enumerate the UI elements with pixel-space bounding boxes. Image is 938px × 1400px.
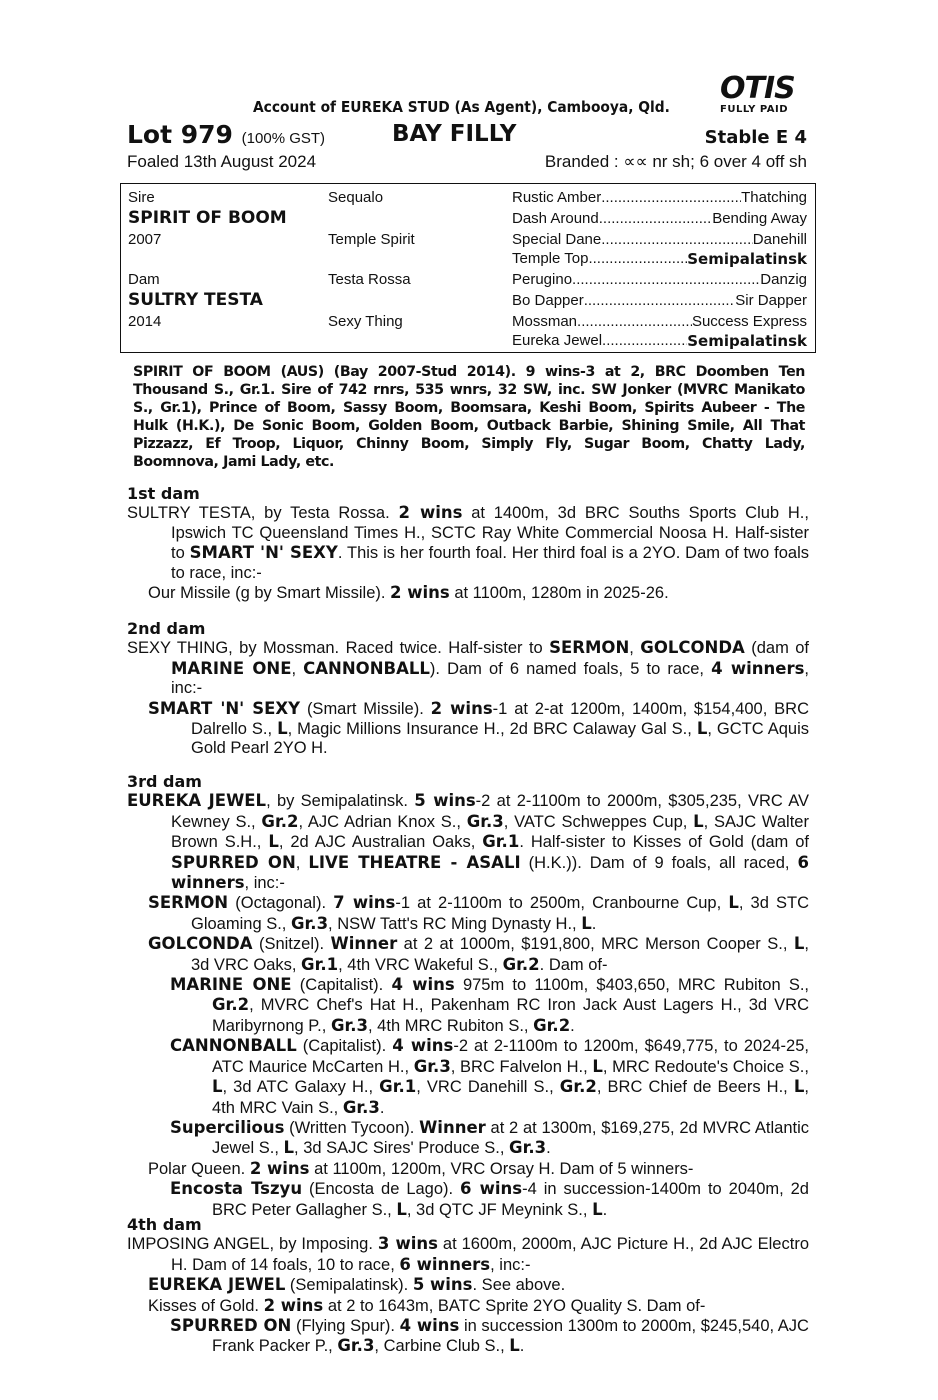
sire-name: SPIRIT OF BOOM	[128, 208, 287, 228]
sire-sire: Sequalo	[328, 189, 384, 206]
vendor-account: Account of EUREKA STUD (As Agent), Cambooya, Qld.	[253, 98, 670, 116]
pedigree-paragraph: CANNONBALL (Capitalist). 4 wins-2 at 2-1100m to 1200m, $649,775, to 2024-25, ATC Maurice McCarten H., Gr.3, BRC Falvelon H., L, MRC Redoute's Choice S., L, 3d ATC Galaxy H., Gr.1, VRC Danehill S., Gr.2, BRC Chief de Beers H., L, 4th MRC Vain S., Gr.3.	[170, 1036, 809, 1117]
horse-sex-colour: BAY FILLY	[392, 121, 517, 147]
grandparent-row: Bo Dapper ..... Sir Dapper	[512, 292, 807, 309]
pedigree-paragraph: SPURRED ON (Flying Spur). 4 wins in succession 1300m to 2000m, $245,540, AJC Frank Packer P., Gr.3, Carbine Club S., L.	[170, 1316, 809, 1356]
dam-section-4	[127, 1215, 809, 1357]
pedigree-paragraph: IMPOSING ANGEL, by Imposing. 3 wins at 1600m, 2000m, AJC Picture H., 2d AJC Electro H. Dam of 14 foals, 10 to race, 6 winners, inc:-	[127, 1234, 809, 1274]
logo-mark: OTIS	[720, 71, 795, 106]
stable-location: Stable E 4	[704, 127, 807, 148]
pedigree-paragraph: SEXY THING, by Mossman. Raced twice. Half-sister to SERMON, GOLCONDA (dam of MARINE ONE, CANNONBALL). Dam of 6 named foals, 5 to race, 4 winners, inc:-	[127, 638, 809, 698]
pedigree-paragraph: SERMON (Octagonal). 7 wins-1 at 2-1100m to 2500m, Cranbourne Cup, L, 3d STC Gloaming S., Gr.3, NSW Tatt's RC Ming Dynasty H., L.	[148, 893, 809, 933]
grandparent-row: Eureka Jewel ..... Semipalatinsk	[512, 332, 807, 350]
sire-summary: SPIRIT OF BOOM (AUS) (Bay 2007-Stud 2014). 9 wins-3 at 2, BRC Doomben Ten Thousand S., Gr.1. Sire of 742 rnrs, 535 wnrs, 32 SW, inc. SW Jonker (MVRC Manikato S., Gr.1), Prince of Boom, Sassy Boom, Boomsara, Keshi Boom, Spirits Aubeer - The Hulk (H.K.), De Sonic Boom, Golden Boom, Outback Barbie, Shining Smile, All That Pizzazz, Ef Troop, Liquor, Chinny Boom, Simply Fly, Sugar Boom, Chatty Lady, Boomnova, Jami Lady, etc.	[133, 364, 805, 470]
dam-section-2	[127, 619, 809, 759]
otis-logo	[720, 71, 810, 120]
sire-year: 2007	[128, 231, 162, 248]
grandparent-row: Rustic Amber ..... Thatching	[512, 189, 807, 206]
sire-dam: Temple Spirit	[328, 231, 415, 248]
grandparent-row: Mossman ..... Success Express	[512, 313, 807, 330]
pedigree-paragraph: Supercilious (Written Tycoon). Winner at 2 at 1300m, $169,275, 2d MVRC Atlantic Jewel S., L, 3d SAJC Sires' Produce S., Gr.3.	[170, 1117, 809, 1158]
section-heading: 4th dam	[127, 1215, 202, 1234]
gst-note: (100% GST)	[241, 130, 326, 147]
dam-name: SULTRY TESTA	[128, 290, 263, 310]
lot-number	[127, 120, 325, 149]
dam-sire: Testa Rossa	[328, 271, 411, 288]
sire-label: Sire	[128, 189, 155, 206]
section-body	[127, 1234, 809, 1356]
grandparent-row: Temple Top ..... Semipalatinsk	[512, 250, 807, 268]
grandparent-row: Dash Around ..... Bending Away	[512, 210, 807, 227]
pedigree-paragraph: EUREKA JEWEL, by Semipalatinsk. 5 wins-2 at 2-1100m to 2000m, $305,235, VRC AV Kewney S., Gr.2, AJC Adrian Knox S., Gr.3, VATC Schweppes Cup, L, SAJC Walter Brown S.H., L, 2d AJC Australian Oaks, Gr.1. Half-sister to Kisses of Gold (dam of SPURRED ON, LIVE THEATRE - ASALI (H.K.)). Dam of 9 foals, all raced, 6 winners, inc:-	[127, 791, 809, 893]
pedigree-paragraph: SMART 'N' SEXY (Smart Missile). 2 wins-1 at 2-at 1200m, 1400m, $154,400, BRC Dalrello S., L, Magic Millions Insurance H., 2d BRC Calaway Gal S., L, GCTC Aquis Gold Pearl 2YO H.	[148, 698, 810, 758]
pedigree-table	[120, 183, 816, 353]
section-body	[127, 791, 809, 1220]
dam-dam: Sexy Thing	[328, 313, 403, 330]
grandparent-row: Special Dane ..... Danehill	[512, 231, 807, 248]
pedigree-paragraph: Polar Queen. 2 wins at 1100m, 1200m, VRC Orsay H. Dam of 5 winners-	[148, 1158, 694, 1178]
dam-section-3	[127, 772, 809, 1220]
pedigree-paragraph: GOLCONDA (Snitzel). Winner at 2 at 1000m, $191,800, MRC Merson Cooper S., L, 3d VRC Oaks, Gr.1, 4th VRC Wakeful S., Gr.2. Dam of-	[148, 934, 809, 974]
section-heading: 1st dam	[127, 484, 200, 503]
pedigree-paragraph: Encosta Tszyu (Encosta de Lago). 6 wins-4 in succession-1400m to 2040m, 2d BRC Peter Gallagher S., L, 3d QTC JF Meynink S., L.	[170, 1179, 809, 1219]
foaled-date: Foaled 13th August 2024	[127, 152, 317, 171]
pedigree-paragraph: MARINE ONE (Capitalist). 4 wins 975m to 1100m, $403,650, MRC Rubiton S., Gr.2, MVRC Chef's Hat H., Pakenham RC Iron Jack Aust Lagers H., 3d VRC Maribyrnong P., Gr.3, 4th MRC Rubiton S., Gr.2.	[170, 975, 810, 1035]
pedigree-paragraph: Our Missile (g by Smart Missile). 2 wins at 1100m, 1280m in 2025-26.	[148, 583, 669, 603]
section-heading: 2nd dam	[127, 619, 206, 638]
section-heading: 3rd dam	[127, 772, 202, 791]
pedigree-paragraph: EUREKA JEWEL (Semipalatinsk). 5 wins. See above.	[148, 1275, 566, 1295]
dam-label: Dam	[128, 271, 160, 288]
section-body	[127, 638, 809, 758]
pedigree-paragraph: Kisses of Gold. 2 wins at 2 to 1643m, BATC Sprite 2YO Quality S. Dam of-	[148, 1295, 706, 1315]
logo-sub: FULLY PAID	[720, 104, 789, 115]
grandparent-row: Perugino ..... Danzig	[512, 271, 807, 288]
dam-year: 2014	[128, 313, 162, 330]
lot-label: Lot 979	[127, 120, 233, 149]
section-body	[127, 503, 809, 603]
pedigree-paragraph: SULTRY TESTA, by Testa Rossa. 2 wins at 1400m, 3d BRC Souths Sports Club H., Ipswich TC Queensland Times H., SCTC Ray White Commercial Noosa H. Half-sister to SMART 'N' SEXY. This is her fourth foal. Her third foal is a 2YO. Dam of two foals to race, inc:-	[127, 503, 809, 582]
brand-description: Branded : ∝∝ nr sh; 6 over 4 off sh	[544, 152, 807, 171]
dam-section-1	[127, 484, 809, 603]
